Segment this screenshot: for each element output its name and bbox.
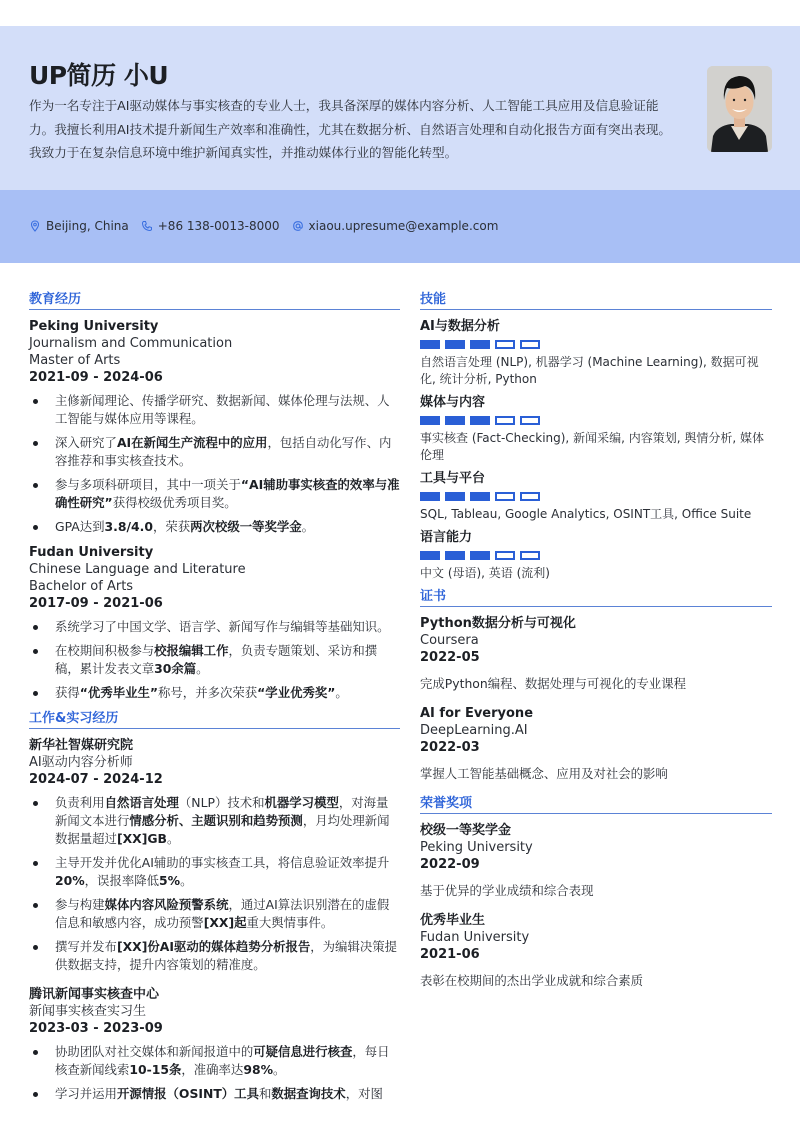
level-filled-icon — [420, 492, 440, 501]
bold-text: [XX]份AI驱动的媒体趋势分析报告 — [116, 939, 311, 954]
text-run: ，准确率达 — [181, 1062, 244, 1077]
skill-level-meter — [420, 551, 772, 560]
email-link[interactable]: xiaou.upresume@example.com — [308, 219, 499, 233]
text-run: ，对图 — [345, 1086, 383, 1101]
level-filled-icon — [445, 340, 465, 349]
certificate-description: 完成Python编程、数据处理与可视化的专业课程 — [420, 676, 686, 691]
level-empty-icon — [520, 551, 540, 560]
bullet-list — [29, 618, 400, 702]
text-run: 在校期间积极参与 — [55, 643, 155, 658]
level-filled-icon — [470, 340, 490, 349]
bold-text: “AI辅助事实核查的效率与准确性研究” — [55, 477, 400, 510]
bold-text: “优秀毕业生” — [79, 685, 159, 700]
level-empty-icon — [495, 492, 515, 501]
skill-group — [420, 529, 772, 582]
map-pin-icon — [29, 220, 41, 232]
text-run: 。 — [301, 519, 315, 534]
skill-group — [420, 394, 772, 464]
bold-text: 校报编辑工作 — [154, 643, 229, 658]
certificates-section — [420, 588, 772, 782]
bold-text: 5% — [159, 873, 181, 888]
level-filled-icon — [445, 551, 465, 560]
text-run: 参与多项科研项目，其中一项关于 — [55, 477, 241, 492]
level-filled-icon — [470, 416, 490, 425]
text-run: 负责利用 — [55, 795, 105, 810]
section-title-education: 教育经历 — [29, 291, 400, 310]
award-description: 表彰在校期间的杰出学业成就和综合素质 — [420, 973, 644, 988]
bullet-item — [29, 938, 400, 974]
text-run: ，对海量新闻文本进行 — [55, 795, 389, 828]
text-run: ，为编辑决策提供数据支持，提升内容策划的精准度。 — [55, 939, 398, 972]
level-filled-icon — [445, 492, 465, 501]
bullet-item — [29, 392, 400, 428]
award-issuer: Peking University — [420, 840, 533, 855]
award-name: 优秀毕业生 — [420, 913, 486, 928]
certificate-entry — [420, 615, 772, 692]
certificate-date: 2022-03 — [420, 740, 480, 755]
level-filled-icon — [420, 551, 440, 560]
certificate-name: AI for Everyone — [420, 706, 534, 721]
experience-section — [29, 710, 400, 1103]
text-run: ，通过AI算法识别潜在的虚假信息和敏感内容，成功预警 — [55, 897, 390, 930]
bullet-item — [29, 854, 400, 890]
bullet-list — [29, 1043, 400, 1103]
text-run: 参与构建 — [55, 897, 105, 912]
award-date: 2022-09 — [420, 857, 480, 872]
text-run: 获得校级优秀项目奖。 — [112, 495, 237, 510]
bold-text: 两次校级一等奖学金 — [190, 519, 302, 534]
text-run: （NLP）技术和 — [178, 795, 265, 810]
text-run: GPA达到 — [55, 519, 105, 534]
skill-details: 中文 (母语), 英语 (流利) — [420, 566, 550, 580]
skill-name: 媒体与内容 — [420, 395, 486, 410]
education-section — [29, 291, 400, 702]
section-title-awards: 荣誉奖项 — [420, 795, 772, 814]
text-run: 主修新闻理论、传播学研究、数据新闻、媒体伦理与法规、人工智能与媒体应用等课程。 — [55, 393, 390, 426]
degree: Master of Arts — [29, 353, 121, 368]
skill-details: 事实核查 (Fact-Checking), 新闻采编, 内容策划, 舆情分析, 媒体伦理 — [420, 431, 764, 462]
certificate-issuer: DeepLearning.AI — [420, 723, 528, 738]
bullet-item — [29, 794, 400, 848]
certificate-date: 2022-05 — [420, 650, 480, 665]
phone-text: +86 138-0013-8000 — [157, 219, 280, 233]
award-entry — [420, 912, 772, 989]
text-run: 获得 — [55, 685, 80, 700]
skill-details: SQL, Tableau, Google Analytics, OSINT工具, Office Suite — [420, 507, 752, 521]
bullet-list — [29, 794, 400, 974]
bold-text: “学业优秀奖” — [257, 685, 336, 700]
profile-summary: 作为一名专注于AI驱动媒体与事实核查的专业人士，我具备深厚的媒体内容分析、人工智能工具应用及信息验证能力。我擅长利用AI技术提升新闻生产效率和准确性，尤其在数据分析、自然语言处理和自动化报告方面有突出表现。我致力于在复杂信息环境中维护新闻真实性，并推动媒体行业的智能化转型。 — [29, 98, 672, 160]
text-run: ，包括自动化写作、内容推荐和事实核查技术。 — [55, 435, 392, 468]
bullet-item — [29, 684, 400, 702]
contact-email[interactable] — [292, 219, 499, 233]
phone-icon — [141, 220, 153, 232]
bold-text: 3.8/4.0 — [104, 519, 153, 534]
level-filled-icon — [420, 416, 440, 425]
text-run: ，每日核查新闻线索 — [55, 1044, 390, 1077]
level-filled-icon — [420, 340, 440, 349]
bold-text: 机器学习模型 — [264, 795, 339, 810]
contact-phone — [141, 219, 280, 233]
text-run: 主导开发并优化AI辅助的事实核查工具，将信息验证效率提升 — [55, 855, 390, 870]
date-range: 2017-09 - 2021-06 — [29, 596, 163, 611]
level-empty-icon — [495, 551, 515, 560]
text-run: ，荣获 — [152, 519, 191, 534]
text-run: ，负责专题策划、采访和撰稿，累计发表文章 — [55, 643, 378, 676]
contact-location — [29, 219, 129, 233]
bullet-item — [29, 518, 400, 536]
text-run: ，月均处理新闻数据量超过 — [55, 813, 390, 846]
text-run: 。 — [180, 873, 193, 888]
bold-text: 情感分析、主题识别和趋势预测 — [129, 813, 303, 828]
skill-name: AI与数据分析 — [420, 319, 500, 334]
text-run: 系统学习了中国文学、语言学、新闻写作与编辑等基础知识。 — [55, 619, 390, 634]
awards-section — [420, 795, 772, 989]
at-sign-icon — [292, 220, 304, 232]
certificate-name: Python数据分析与可视化 — [420, 616, 576, 631]
level-empty-icon — [520, 492, 540, 501]
bullet-item — [29, 476, 400, 512]
award-description: 基于优异的学业成绩和综合表现 — [420, 883, 594, 898]
bold-text: 开源情报（OSINT）工具 — [116, 1086, 259, 1101]
level-filled-icon — [470, 492, 490, 501]
bold-text: AI在新闻生产流程中的应用 — [116, 435, 268, 450]
left-column — [29, 291, 400, 1111]
school-name: Fudan University — [29, 545, 154, 560]
text-run: 协助团队对社交媒体和新闻报道中的 — [55, 1044, 254, 1059]
company-name: 腾讯新闻事实核查中心 — [29, 987, 160, 1002]
level-empty-icon — [520, 340, 540, 349]
level-filled-icon — [470, 551, 490, 560]
bold-text: 30余篇 — [154, 661, 197, 676]
bold-text: 98% — [243, 1062, 273, 1077]
experience-entry — [29, 737, 400, 974]
bold-text: 10-15条 — [129, 1062, 182, 1077]
degree: Bachelor of Arts — [29, 579, 134, 594]
school-name: Peking University — [29, 319, 159, 334]
location-text: Beijing, China — [46, 219, 129, 233]
award-date: 2021-06 — [420, 947, 480, 962]
bold-text: 20% — [55, 873, 85, 888]
bullet-item — [29, 1043, 400, 1079]
avatar-photo-icon — [707, 66, 772, 152]
bullet-item — [29, 618, 400, 636]
level-empty-icon — [495, 340, 515, 349]
major: Chinese Language and Literature — [29, 562, 246, 577]
text-run: 称号，并多次荣获 — [158, 685, 258, 700]
level-filled-icon — [445, 416, 465, 425]
bold-text: [XX]起 — [203, 915, 247, 930]
text-run: 撰写并发布 — [55, 939, 117, 954]
bullet-item — [29, 642, 400, 678]
major: Journalism and Communication — [29, 336, 233, 351]
bullet-item — [29, 434, 400, 470]
bold-text: 媒体内容风险预警系统 — [104, 897, 229, 912]
text-run: 学习并运用 — [55, 1086, 117, 1101]
candidate-name: UP简历 小U — [29, 61, 169, 90]
skill-level-meter — [420, 492, 772, 501]
right-column — [420, 291, 772, 1002]
bold-text: [XX]GB — [116, 831, 167, 846]
date-range: 2021-09 - 2024-06 — [29, 370, 163, 385]
date-range: 2024-07 - 2024-12 — [29, 772, 163, 787]
skill-level-meter — [420, 416, 772, 425]
bold-text: 数据查询技术 — [271, 1086, 346, 1101]
award-issuer: Fudan University — [420, 930, 530, 945]
level-empty-icon — [520, 416, 540, 425]
award-name: 校级一等奖学金 — [420, 823, 512, 838]
bullet-item — [29, 1085, 400, 1103]
text-run: 和 — [258, 1086, 272, 1101]
text-run: 。 — [273, 1062, 286, 1077]
text-run: ，误报率降低 — [84, 873, 160, 888]
education-entry — [29, 318, 400, 536]
job-role: AI驱动内容分析师 — [29, 755, 133, 770]
text-run: 重大舆情事件。 — [246, 915, 334, 930]
bullet-list — [29, 392, 400, 536]
bold-text: 自然语言处理 — [104, 795, 179, 810]
award-entry — [420, 822, 772, 899]
job-role: 新闻事实核查实习生 — [29, 1004, 147, 1019]
company-name: 新华社智媒研究院 — [29, 738, 134, 753]
text-run: 。 — [196, 661, 209, 676]
skill-name: 语言能力 — [420, 530, 473, 545]
text-run: 深入研究了 — [55, 435, 117, 450]
date-range: 2023-03 - 2023-09 — [29, 1021, 163, 1036]
certificate-description: 掌握人工智能基础概念、应用及对社会的影响 — [420, 766, 668, 781]
section-title-skills: 技能 — [420, 291, 772, 310]
skill-name: 工具与平台 — [420, 471, 486, 486]
bullet-item — [29, 896, 400, 932]
skill-group — [420, 318, 772, 388]
section-title-experience: 工作&实习经历 — [29, 710, 400, 729]
bold-text: 可疑信息进行核查 — [253, 1044, 353, 1059]
education-entry — [29, 544, 400, 702]
text-run: 。 — [335, 685, 348, 700]
skill-level-meter — [420, 340, 772, 349]
resume-header — [0, 26, 800, 190]
skill-details: 自然语言处理 (NLP), 机器学习 (Machine Learning), 数据可视化, 统计分析, Python — [420, 355, 759, 386]
certificate-entry — [420, 705, 772, 782]
text-run: 。 — [167, 831, 180, 846]
contact-bar — [0, 190, 800, 263]
skills-section — [420, 291, 772, 582]
experience-entry — [29, 986, 400, 1103]
avatar — [707, 66, 772, 152]
certificate-issuer: Coursera — [420, 633, 479, 648]
level-empty-icon — [495, 416, 515, 425]
section-title-certificates: 证书 — [420, 588, 772, 607]
skill-group — [420, 470, 772, 523]
